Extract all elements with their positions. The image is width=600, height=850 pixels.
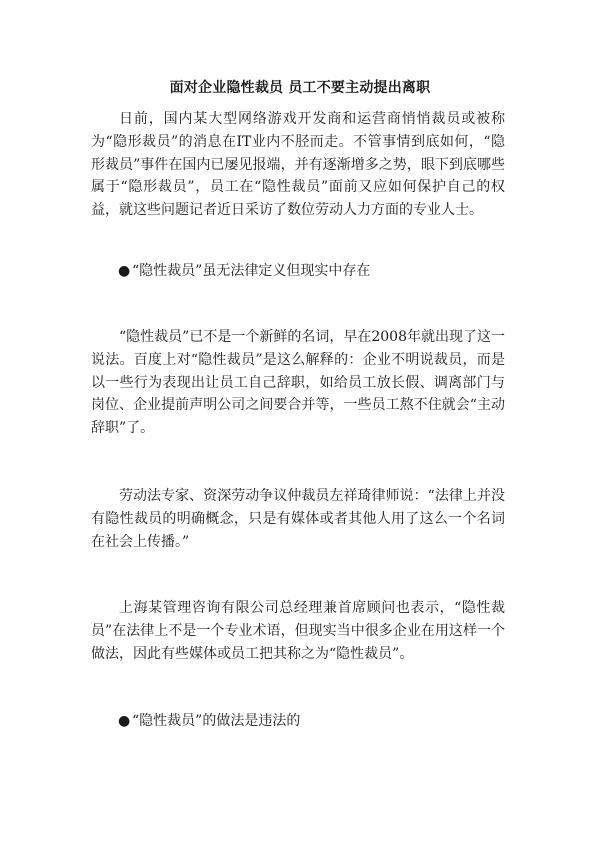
bullet-icon: ●	[118, 713, 131, 729]
section-heading-1	[118, 260, 508, 282]
section-heading-2	[118, 710, 508, 732]
paragraph-lawyer-quote: 劳动法专家、资深劳动争议仲裁员左祥琦律师说：“法律上并没有隐性裁员的明确概念，只是有媒体或者其他人用了这么一个名词在社会上传播。”	[91, 488, 505, 550]
section-heading-1-text: “隐性裁员”虽无法律定义但现实中存在	[132, 263, 371, 279]
bullet-icon: ●	[118, 263, 131, 279]
paragraph-consultant-quote: 上海某管理咨询有限公司总经理兼首席顾问也表示，“隐性裁员”在法律上不是一个专业术语，但现实当中很多企业在用这样一个做法，因此有些媒体或员工把其称之为“隐性裁员”。	[91, 600, 505, 662]
section-heading-2-text: “隐性裁员”的做法是违法的	[132, 713, 301, 729]
document-title: 面对企业隐性裁员 员工不要主动提出离职	[169, 80, 431, 96]
paragraph-intro: 日前，国内某大型网络游戏开发商和运营商悄悄裁员或被称为“隐形裁员”的消息在IT业内不胫而走。不管事情到底如何，“隐形裁员”事件在国内已屡见报端，并有逐渐增多之势，眼下到底哪些属于“隐形裁员”，员工在“隐性裁员”面前又应如何保护自己的权益，就这些问题记者近日采访了数位劳动人力方面的专业人士。	[91, 111, 505, 219]
paragraph-definition: “隐性裁员”已不是一个新鲜的名词，早在2008年就出现了这一说法。百度上对“隐性裁员”是这么解释的：企业不明说裁员，而是以一些行为表现出让员工自己辞职，如给员工放长假、调离部门与岗位、企业提前声明公司之间要合并等，一些员工熬不住就会“主动辞职”了。	[91, 329, 505, 437]
